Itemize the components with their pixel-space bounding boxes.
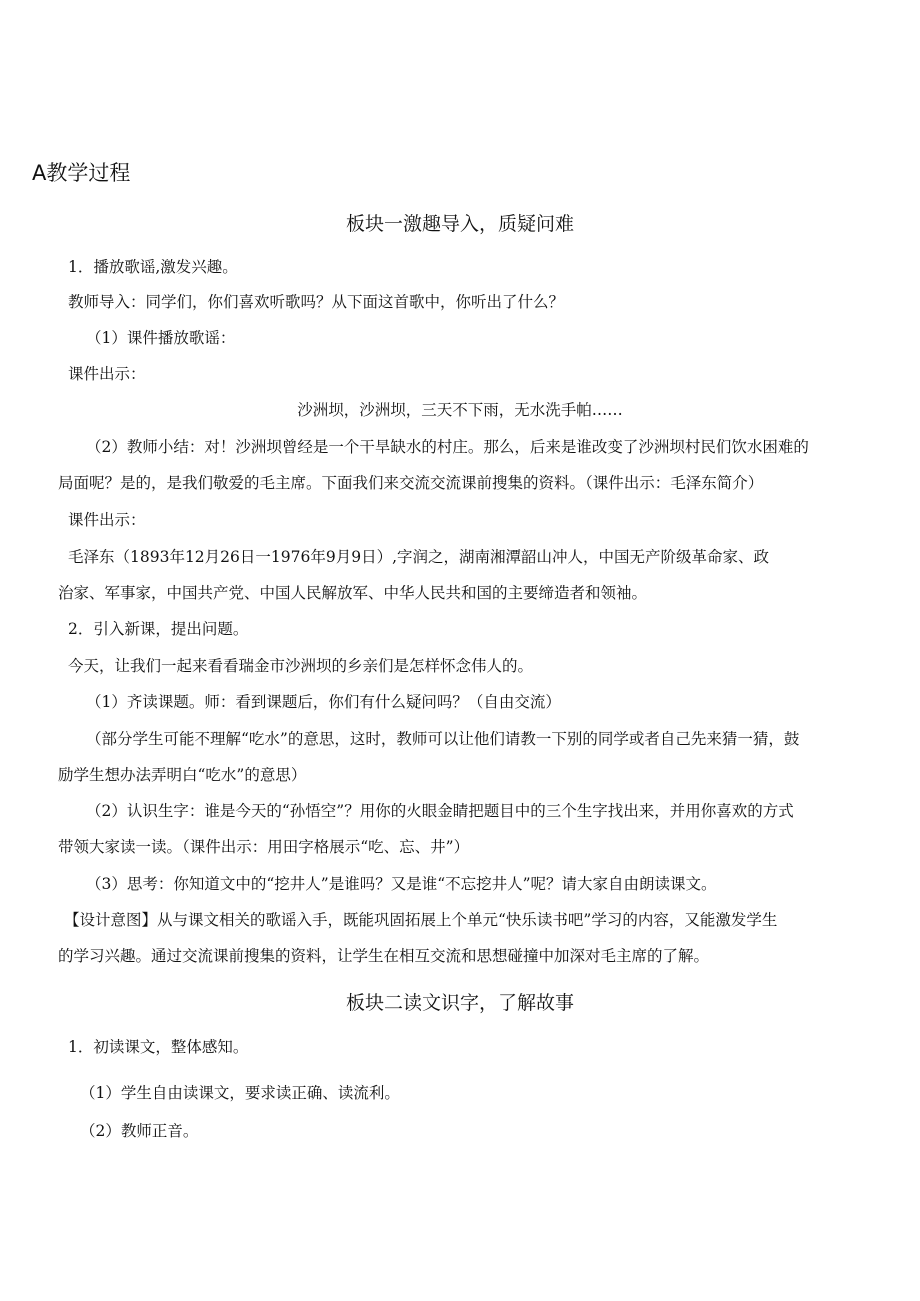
block1-line: 2．引入新课，提出问题。: [68, 620, 249, 638]
block1-line: 治家、军事家，中国共产党、中国人民解放军、中华人民共和国的主要缔造者和领袖。: [58, 584, 648, 602]
block2-line: （1）学生自由读课文，要求读正确、读流利。: [80, 1084, 400, 1102]
section-title: A教学过程: [32, 161, 131, 185]
block2-line: 1．初读课文，整体感知。: [68, 1038, 249, 1056]
block1-line: 今天，让我们一起来看看瑞金市沙洲坝的乡亲们是怎样怀念伟人的。: [68, 657, 534, 675]
block1-line: 局面呢？是的，是我们敬爱的毛主席。下面我们来交流交流课前搜集的资料。（课件出示：毛泽东简介）: [58, 474, 764, 492]
block1-line: 带领大家读一读。（课件出示：用田字格展示“吃、忘、井”）: [58, 838, 470, 856]
block1-line: （1）课件播放歌谣：: [86, 329, 236, 347]
block1-title: 板块一激趣导入，质疑问难: [345, 213, 574, 235]
block1-line: （部分学生可能不理解“吃水”的意思，这时，教师可以让他们请教一下别的同学或者自己先来猜一猜，鼓: [86, 730, 800, 748]
block1-line: 课件出示：: [68, 511, 146, 529]
block1-line: （2）教师小结：对！沙洲坝曾经是一个干旱缺水的村庄。那么，后来是谁改变了沙洲坝村民们饮水困难的: [86, 438, 809, 456]
song-lyric: 沙洲坝，沙洲坝，三天不下雨，无水洗手帕……: [297, 401, 623, 419]
block1-line: （2）认识生字：谁是今天的“孙悟空”？用你的火眼金睛把题目中的三个生字找出来，并用你喜欢的方式: [86, 802, 794, 820]
design-intent: 的学习兴趣。通过交流课前搜集的资料，让学生在相互交流和思想碰撞中加深对毛主席的了解。: [58, 947, 710, 965]
block1-line: （1）齐读课题。师：看到课题后，你们有什么疑问吗？（自由交流）: [86, 693, 561, 711]
block2-line: （2）教师正音。: [80, 1122, 199, 1140]
block2-title: 板块二读文识字，了解故事: [345, 992, 574, 1014]
block1-line: 教师导入：同学们，你们喜欢听歌吗？从下面这首歌中，你听出了什么？: [68, 293, 565, 311]
block1-line: 1．播放歌谣,激发兴趣。: [68, 258, 238, 276]
block1-line: （3）思考：你知道文中的“挖井人”是谁吗？又是谁“不忘挖井人”呢？请大家自由朗读课文。: [86, 875, 717, 893]
design-intent: 【设计意图】从与课文相关的歌谣入手，既能巩固拓展上个单元“快乐读书吧”学习的内容，又能激发学生: [64, 911, 778, 929]
block1-line: 励学生想办法弄明白“吃水”的意思）: [58, 766, 307, 784]
block1-line: 毛泽东（1893年12月26日一1976年9月9日）,字润之，湖南湘潭韶山冲人，中国无产阶级革命家、政: [68, 548, 769, 566]
block1-line: 课件出示：: [68, 365, 146, 383]
